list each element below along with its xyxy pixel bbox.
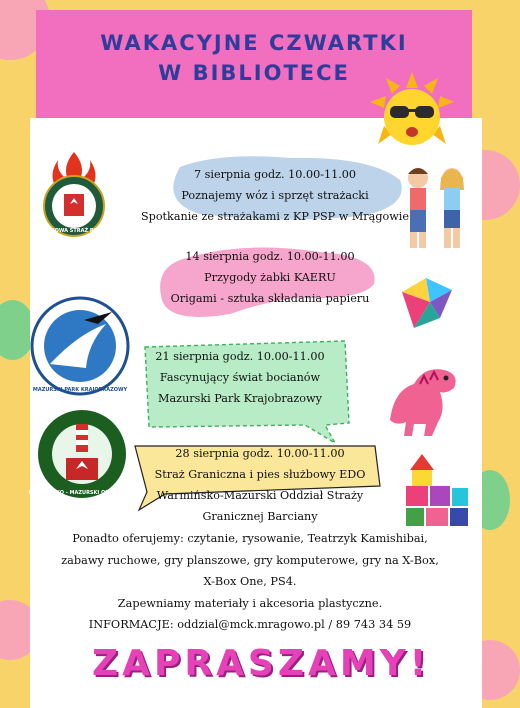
title-line: WAKACYJNE CZWARTKI bbox=[100, 31, 408, 55]
border-guard-logo bbox=[28, 408, 136, 500]
event-item bbox=[110, 443, 410, 527]
logo-text: WARMIŃSKO - MAZURSKI ODDZIAŁ SG bbox=[28, 490, 136, 496]
event-title: Straż Graniczna i pies służbowy EDO bbox=[154, 468, 366, 481]
logo-text: MAZURSKI PARK KRAJOBRAZOWY bbox=[32, 387, 128, 393]
offer-line: X-Box One, PS4. bbox=[203, 575, 297, 588]
fire-brigade-logo bbox=[30, 148, 118, 240]
event-title: Przygody żabki KAERU bbox=[204, 271, 336, 284]
event-date: 7 sierpnia godz. 10.00-11.00 bbox=[193, 168, 357, 181]
offer-line: Zapewniamy materiały i akcesoria plastyczne. bbox=[117, 596, 383, 610]
event-item bbox=[120, 346, 360, 409]
event-detail: Mazurski Park Krajobrazowy bbox=[158, 392, 322, 405]
event-detail: Spotkanie ze strażakami z KP PSP w Mrągowie bbox=[141, 210, 409, 223]
event-date: 28 sierpnia godz. 10.00-11.00 bbox=[175, 447, 345, 460]
event-detail: Warmińsko-Mazurski Oddział Straży bbox=[156, 489, 364, 502]
offer-line: Ponadto oferujemy: czytanie, rysowanie, Teatrzyk Kamishibai, bbox=[72, 532, 428, 545]
invitation-text: ZAPRASZAMY! bbox=[92, 643, 431, 684]
event-item bbox=[110, 164, 440, 227]
title-line: W BIBLIOTECE bbox=[158, 61, 350, 85]
event-title: Fascynujący świat bocianów bbox=[159, 371, 321, 384]
offer-section bbox=[24, 528, 476, 636]
logo-text: PAŃSTWOWA STRAŻ POŻARNA bbox=[30, 228, 118, 234]
sun-icon bbox=[362, 72, 462, 162]
event-detail: Origami - sztuka składania papieru bbox=[170, 292, 370, 305]
toy-blocks-icon bbox=[402, 452, 472, 530]
kids-illustration bbox=[398, 160, 474, 252]
offer-line: zabawy ruchowe, gry planszowe, gry komputerowe, gry na X-Box, bbox=[61, 553, 439, 567]
origami-icon bbox=[396, 272, 458, 334]
event-date: 21 sierpnia godz. 10.00-11.00 bbox=[155, 350, 325, 363]
event-title: Poznajemy wóz i sprzęt strażacki bbox=[181, 189, 369, 202]
landscape-park-logo bbox=[28, 294, 132, 398]
dinosaur-icon bbox=[384, 360, 466, 440]
event-detail: Granicznej Barciany bbox=[202, 510, 318, 523]
event-item bbox=[120, 246, 420, 309]
event-date: 14 sierpnia godz. 10.00-11.00 bbox=[185, 250, 355, 263]
contact-info: INFORMACJE: oddzial@mck.mragowo.pl / 89 743 34 59 bbox=[88, 618, 412, 631]
